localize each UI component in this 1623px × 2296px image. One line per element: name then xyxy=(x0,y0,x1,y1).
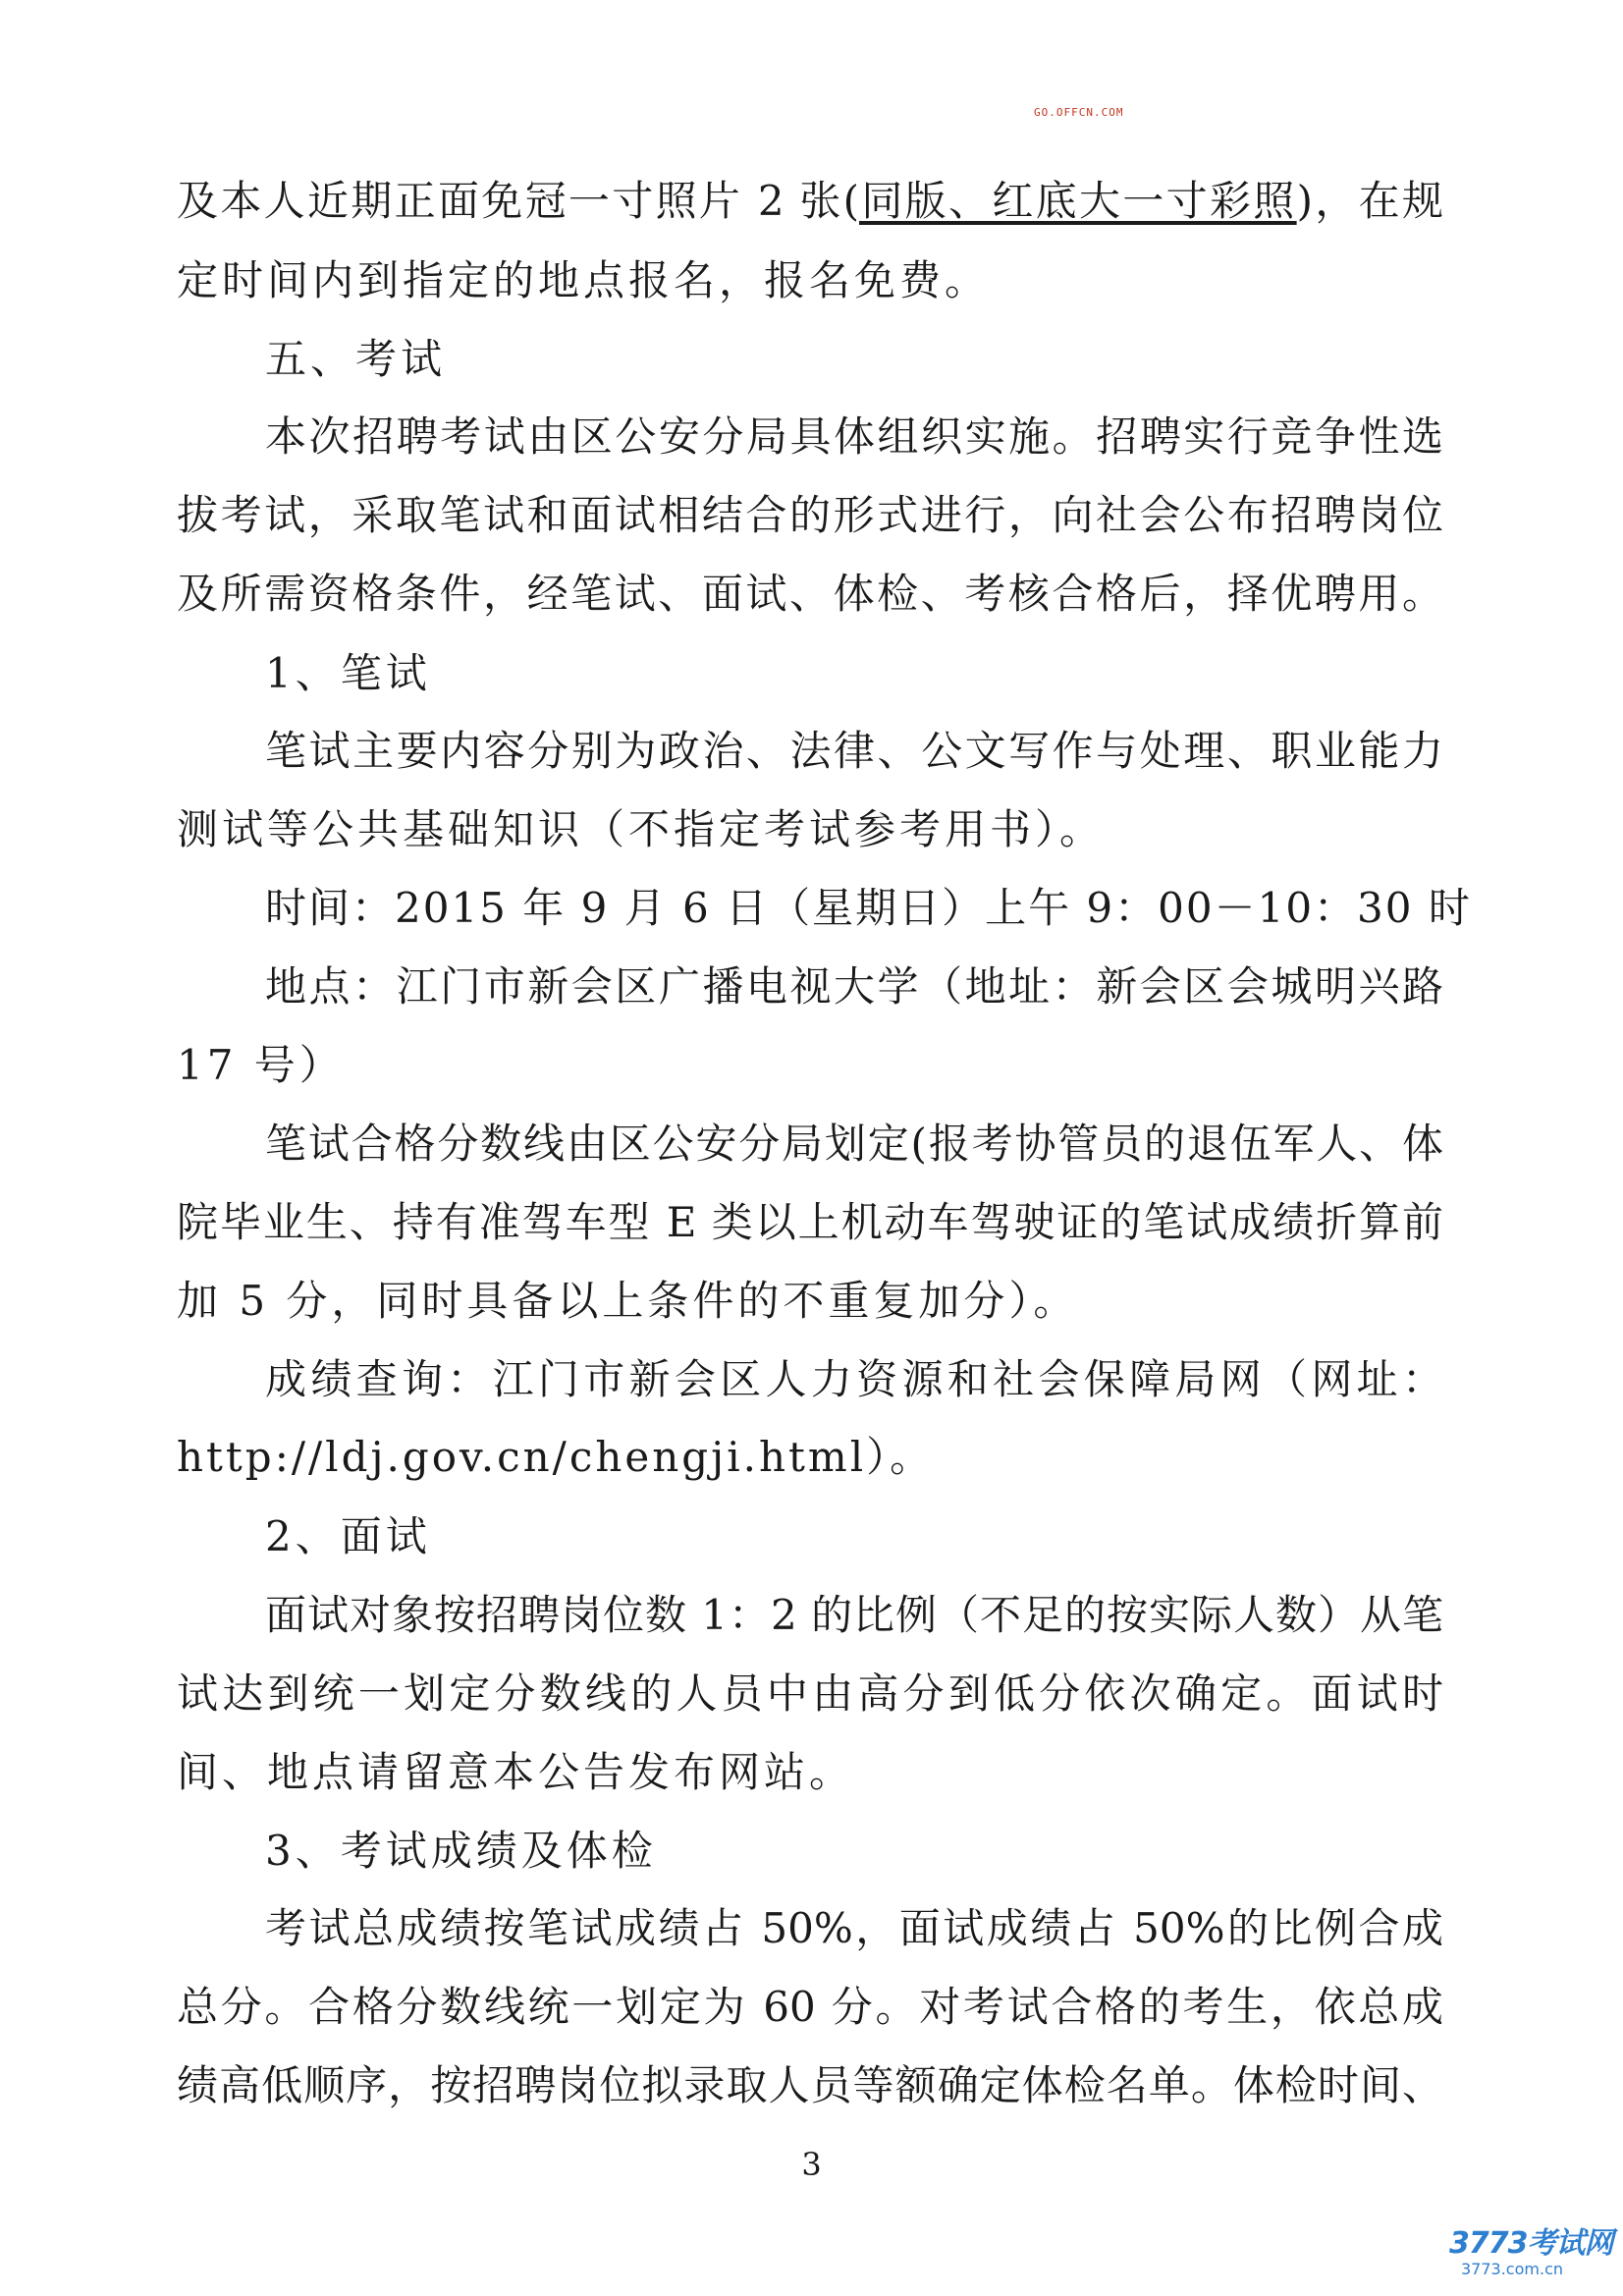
paragraph-line xyxy=(177,173,1443,230)
paragraph-line: 笔试主要内容分别为政治、法律、公文写作与处理、职业能力 xyxy=(265,727,1443,775)
site-watermark-logo xyxy=(1449,2227,1616,2292)
paragraph-line: 面试对象按招聘岗位数 1：2 的比例（不足的按实际人数）从笔 xyxy=(265,1591,1443,1639)
paragraph-line: 及所需资格条件，经笔试、面试、体检、考核合格后，择优聘用。 xyxy=(177,570,1443,618)
watermark-text: GO.OFFCN.COM xyxy=(1034,106,1124,119)
paragraph-line: 拔考试，采取笔试和面试相结合的形式进行，向社会公布招聘岗位 xyxy=(177,491,1443,539)
underlined-text: 同版、红底大一寸彩照 xyxy=(859,177,1297,225)
paragraph-line: 总分。合格分数线统一划定为 60 分。对考试合格的考生，依总成 xyxy=(177,1983,1443,2031)
paragraph-line: 定时间内到指定的地点报名，报名免费。 xyxy=(177,256,991,304)
score-query-url: http://ldj.gov.cn/chengji.html）。 xyxy=(177,1433,935,1481)
subsection-heading: 3、考试成绩及体检 xyxy=(265,1827,657,1875)
exam-time-line: 时间：2015 年 9 月 6 日（星期日）上午 9：00－10：30 时 xyxy=(265,884,1472,932)
exam-location-line: 地点：江门市新会区广播电视大学（地址：新会区会城明兴路 xyxy=(265,962,1443,1011)
page-number: 3 xyxy=(801,2146,822,2183)
logo-brand-text: 3773考试网 xyxy=(1449,2226,1613,2261)
subsection-heading: 1、笔试 xyxy=(265,649,431,697)
paragraph-line: 试达到统一划定分数线的人员中由高分到低分依次确定。面试时 xyxy=(177,1669,1443,1718)
logo-url-text: 3773.com.cn xyxy=(1461,2260,1563,2278)
paragraph-line: 绩高低顺序，按招聘岗位拟录取人员等额确定体检名单。体检时间、 xyxy=(177,2061,1443,2109)
section-heading: 五、考试 xyxy=(265,335,447,383)
paragraph-line: 加 5 分，同时具备以上条件的不重复加分）。 xyxy=(177,1277,1079,1325)
paragraph-line: 考试总成绩按笔试成绩占 50%，面试成绩占 50%的比例合成 xyxy=(265,1904,1443,1952)
paragraph-line: 成绩查询：江门市新会区人力资源和社会保障局网（网址： xyxy=(265,1355,1443,1403)
text-segment: )，在规 xyxy=(1296,177,1443,225)
paragraph-line: 本次招聘考试由区公安分局具体组织实施。招聘实行竞争性选 xyxy=(265,412,1443,461)
paragraph-line: 院毕业生、持有准驾车型 E 类以上机动车驾驶证的笔试成绩折算前 xyxy=(177,1198,1443,1246)
paragraph-line: 测试等公共基础知识（不指定考试参考用书）。 xyxy=(177,805,1106,853)
paragraph-line: 笔试合格分数线由区公安分局划定(报考协管员的退伍军人、体 xyxy=(265,1120,1443,1168)
paragraph-line: 间、地点请留意本公告发布网站。 xyxy=(177,1748,855,1796)
text-segment: 及本人近期正面免冠一寸照片 2 张( xyxy=(177,177,860,225)
subsection-heading: 2、面试 xyxy=(265,1512,431,1560)
paragraph-line: 17 号） xyxy=(177,1041,345,1089)
